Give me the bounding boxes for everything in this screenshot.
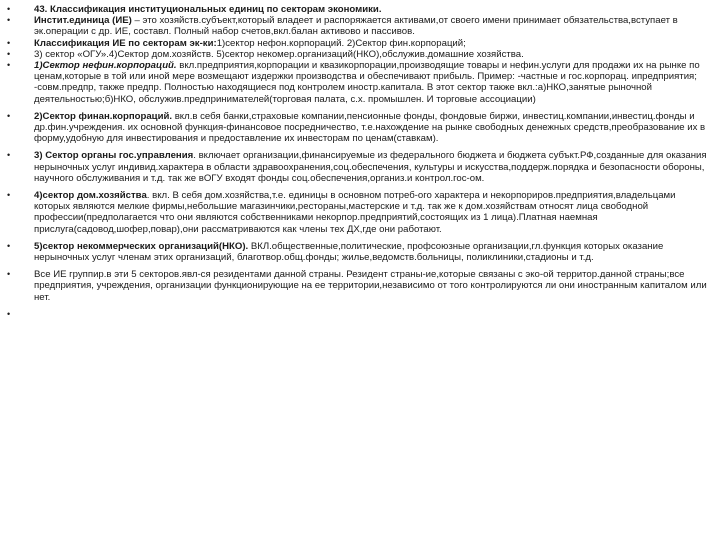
bullet-icon: • (7, 110, 11, 121)
list-item (0, 309, 720, 320)
bullet-icon: • (7, 190, 11, 201)
list-item-text: . включает организации,финансируемые из федерального бюджета и бюджета субъкт.РФ,созданные для оказания нерыночных услуг индивид.характера в области здравоохранения,соц.обеспечения, культуры и искусства,поддерж.порядка и безопасности обороны, научного обслуживания и т.д. так же вОГУ входят фонды соц.обеспечения,организ.и контрол.гос-ом. (34, 150, 707, 184)
bullet-icon: • (7, 37, 11, 48)
bullet-icon: • (7, 15, 11, 26)
list-item-text: 3) сектор «ОГУ».4)Сектор дом.хозяйств. 5)сектор некомер.организаций(НКО),обслужив.домашние хозяйства. (34, 48, 524, 60)
list-item (0, 111, 720, 145)
list-item (0, 38, 720, 49)
list-item-text: . вкл. В себя дом.хозяйства,т.е. единицы в основном потреб-ого характера и некорпориров.предприятия,владельцами которых являются мелкие фирмы,небольшие магазинчики,рестораны,мастерские и т.д. так же к дом.хозяйствам относят лица свободной профессии(предполагается что они являются собственниками некорпор.предприятий,состоящих из 1 лица).Платная наемная прислуга(садовод,шофер,повар),они рассматриваются как члены тех ДХ,где они работают. (34, 190, 676, 235)
list-item-text: вкл.предприятия,корпорации и квазикорпорации,производящие товары и нефин.услуги для продажи их на рынке по ценам,которые в той или иной мере возмещают издержки производства и обеспечивают прибыль. Пример: -частные и гос.корпорац. ипредприятия; -совм.предпр, также предпр. Полностью находящиеся под контролем иностр.капитала. В этот сектор также вкл.:а)НКО,занятые рыночной деятельностью;б)НКО, обслужив.предпринимателей(торговая палата, с.х. промышлен. И торговые ассоциации) (34, 60, 700, 105)
bullet-icon: • (7, 240, 11, 251)
list-item-heading: 5)сектор некоммерческих организаций(НКО). (34, 240, 249, 252)
list-item (0, 190, 720, 235)
list-item (0, 60, 720, 105)
list-item (0, 49, 720, 60)
list-item (0, 241, 720, 263)
list-item-heading: Инстит.единица (ИЕ) (34, 15, 132, 27)
list-item-text: Все ИЕ группир.в эти 5 секторов.явл-ся резидентами данной страны. Резидент страны-ие,которые связаны с эко-ой территор.данной страны;все предприятия, учреждения, организации функционирующие на ее территории,независимо от того контролируются ли они иностранным капиталом или нет. (34, 269, 707, 303)
list-item-heading: 4)сектор дом.хозяйства (34, 190, 147, 202)
list-item-text: 1)сектор нефон.корпораций. 2)Сектор фин.корпораций; (216, 37, 466, 49)
list-item-text: ВКЛ.общественные,политические, профсоюзные организации,гл.функция которых оказание нерыночных услуг членам этих организаций, благотвор.общ.фонды; жилье,ведомств.больницы, поликлиники,стадионы и т.д. (34, 240, 664, 264)
bullet-icon: • (7, 4, 11, 14)
bullet-icon: • (7, 60, 11, 71)
list-item-heading: Классификация ИЕ по секторам эк-ки: (34, 37, 217, 49)
list-item-text: – это хозяйств.субъект,который владеет и распоряжается активами,от своего имени принимает обязательства,вступает в эк.операции с др. ИЕ, составл. Полный набор счетов,вкл.балан активово и пассивов. (34, 15, 678, 38)
list-item (0, 269, 720, 303)
list-item-heading: 2)Сектор финан.корпораций. (34, 110, 173, 122)
bullet-list (0, 4, 720, 320)
list-item-heading: 3) Сектор органы гос.управления (34, 150, 194, 162)
list-item-heading: 43. Классификация институциональных единиц по секторам экономики. (34, 4, 382, 15)
list-item (0, 4, 720, 15)
bullet-icon: • (7, 48, 11, 59)
bullet-icon: • (7, 269, 11, 280)
bullet-icon: • (7, 150, 11, 161)
list-item-heading: 1)Сектор нефин.корпораций. (34, 60, 177, 72)
bullet-icon: • (7, 308, 11, 319)
list-item (0, 15, 720, 37)
list-item (0, 150, 720, 184)
list-item-text: вкл.в себя банки,страховые компании,пенсионные фонды, фондовые биржи, инвестиц.компании,инвестиц.фонды и др.фин.учреждения. их основной функция-финансовое посредничество, т.е.нахождение на рынке свободных денежных средств,преобразование их в форму,удобную для инвестирования и предоставление их инвесторам по ценам(ставкам). (34, 110, 706, 145)
